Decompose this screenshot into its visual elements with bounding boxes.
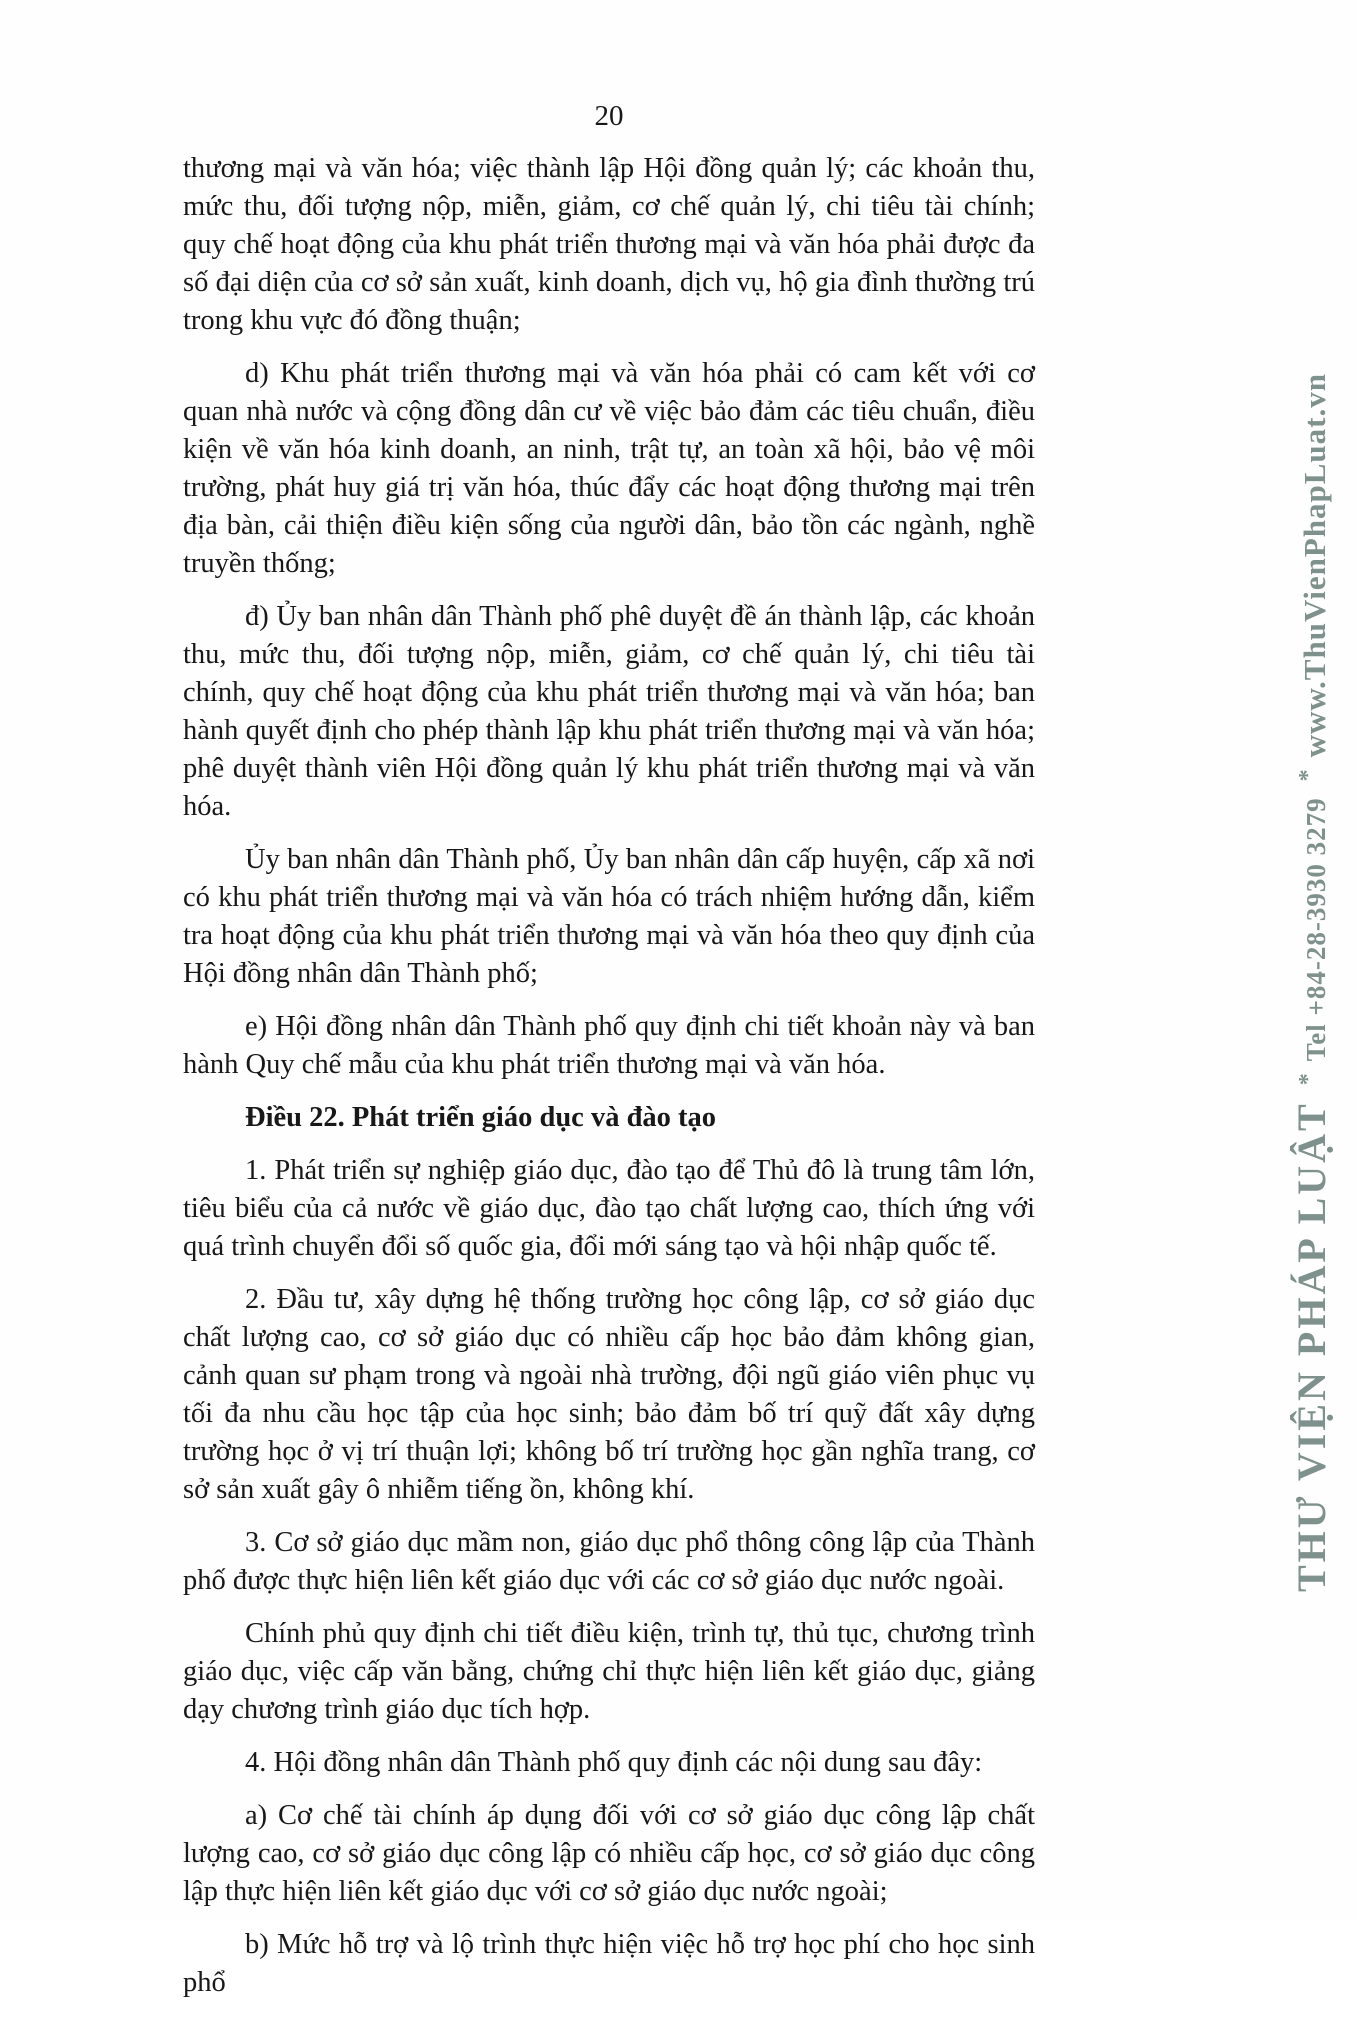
watermark-separator: * [1295, 1073, 1321, 1086]
page-number: 20 [594, 100, 624, 132]
watermark-library-name: THƯ VIỆN PHÁP LUẬT [1289, 1101, 1334, 1592]
paragraph: 1. Phát triển sự nghiệp giáo dục, đào tạo để Thủ đô là trung tâm lớn, tiêu biểu của cả nước về giáo dục, đào tạo chất lượng cao, thích ứng với quá trình chuyển đổi số quốc gia, đổi mới sáng tạo và hội nhập quốc tế. [183, 1155, 1035, 1262]
paragraph: 2. Đầu tư, xây dựng hệ thống trường học công lập, cơ sở giáo dục chất lượng cao, cơ sở giáo dục có nhiều cấp học bảo đảm không gian, cảnh quan sư phạm trong và ngoài nhà trường, đội ngũ giáo viên phục vụ tối đa nhu cầu học tập của học sinh; bảo đảm bố trí quỹ đất xây dựng trường học ở vị trí thuận lợi; không bố trí trường học gần nghĩa trang, cơ sở sản xuất gây ô nhiễm tiếng ồn, không khí. [183, 1284, 1035, 1505]
article-heading: Điều 22. Phát triển giáo dục và đào tạo [245, 1102, 717, 1133]
document-body [183, 150, 1035, 2017]
watermark-separator: * [1295, 769, 1321, 782]
paragraph: a) Cơ chế tài chính áp dụng đối với cơ sở giáo dục công lập chất lượng cao, cơ sở giáo dục công lập có nhiều cấp học, cơ sở giáo dục công lập thực hiện liên kết giáo dục với cơ sở giáo dục nước ngoài; [183, 1800, 1035, 1907]
paragraph: e) Hội đồng nhân dân Thành phố quy định chi tiết khoản này và ban hành Quy chế mẫu của khu phát triển thương mại và văn hóa. [183, 1011, 1035, 1080]
paragraph: b) Mức hỗ trợ và lộ trình thực hiện việc hỗ trợ học phí cho học sinh phổ [183, 1929, 1035, 1998]
watermark [1289, 373, 1334, 1592]
paragraph: Chính phủ quy định chi tiết điều kiện, trình tự, thủ tục, chương trình giáo dục, việc cấp văn bằng, chứng chỉ thực hiện liên kết giáo dục, giảng dạy chương trình giáo dục tích hợp. [183, 1618, 1035, 1725]
watermark-website: www.ThuVienPhapLuat.vn [1297, 373, 1332, 758]
paragraph: đ) Ủy ban nhân dân Thành phố phê duyệt đề án thành lập, các khoản thu, mức thu, đối tượng nộp, miễn, giảm, cơ chế quản lý, chi tiêu tài chính, quy chế hoạt động của khu phát triển thương mại và văn hóa; ban hành quyết định cho phép thành lập khu phát triển thương mại và văn hóa; phê duyệt thành viên Hội đồng quản lý khu phát triển thương mại và văn hóa. [183, 601, 1035, 822]
paragraph: thương mại và văn hóa; việc thành lập Hội đồng quản lý; các khoản thu, mức thu, đối tượng nộp, miễn, giảm, cơ chế quản lý, chi tiêu tài chính; quy chế hoạt động của khu phát triển thương mại và văn hóa phải được đa số đại diện của cơ sở sản xuất, kinh doanh, dịch vụ, hộ gia đình thường trú trong khu vực đó đồng thuận; [183, 153, 1035, 336]
watermark-telephone: Tel +84-28-3930 3279 [1301, 797, 1331, 1062]
paragraph: 3. Cơ sở giáo dục mầm non, giáo dục phổ thông công lập của Thành phố được thực hiện liên kết giáo dục với các cơ sở giáo dục nước ngoài. [183, 1527, 1035, 1596]
paragraph: 4. Hội đồng nhân dân Thành phố quy định các nội dung sau đây: [245, 1747, 983, 1778]
paragraph: d) Khu phát triển thương mại và văn hóa phải có cam kết với cơ quan nhà nước và cộng đồng dân cư về việc bảo đảm các tiêu chuẩn, điều kiện về văn hóa kinh doanh, an ninh, trật tự, an toàn xã hội, bảo vệ môi trường, phát huy giá trị văn hóa, thúc đẩy các hoạt động thương mại trên địa bàn, cải thiện điều kiện sống của người dân, bảo tồn các ngành, nghề truyền thống; [183, 358, 1035, 579]
paragraph: Ủy ban nhân dân Thành phố, Ủy ban nhân dân cấp huyện, cấp xã nơi có khu phát triển thương mại và văn hóa có trách nhiệm hướng dẫn, kiểm tra hoạt động của khu phát triển thương mại và văn hóa theo quy định của Hội đồng nhân dân Thành phố; [183, 844, 1035, 989]
